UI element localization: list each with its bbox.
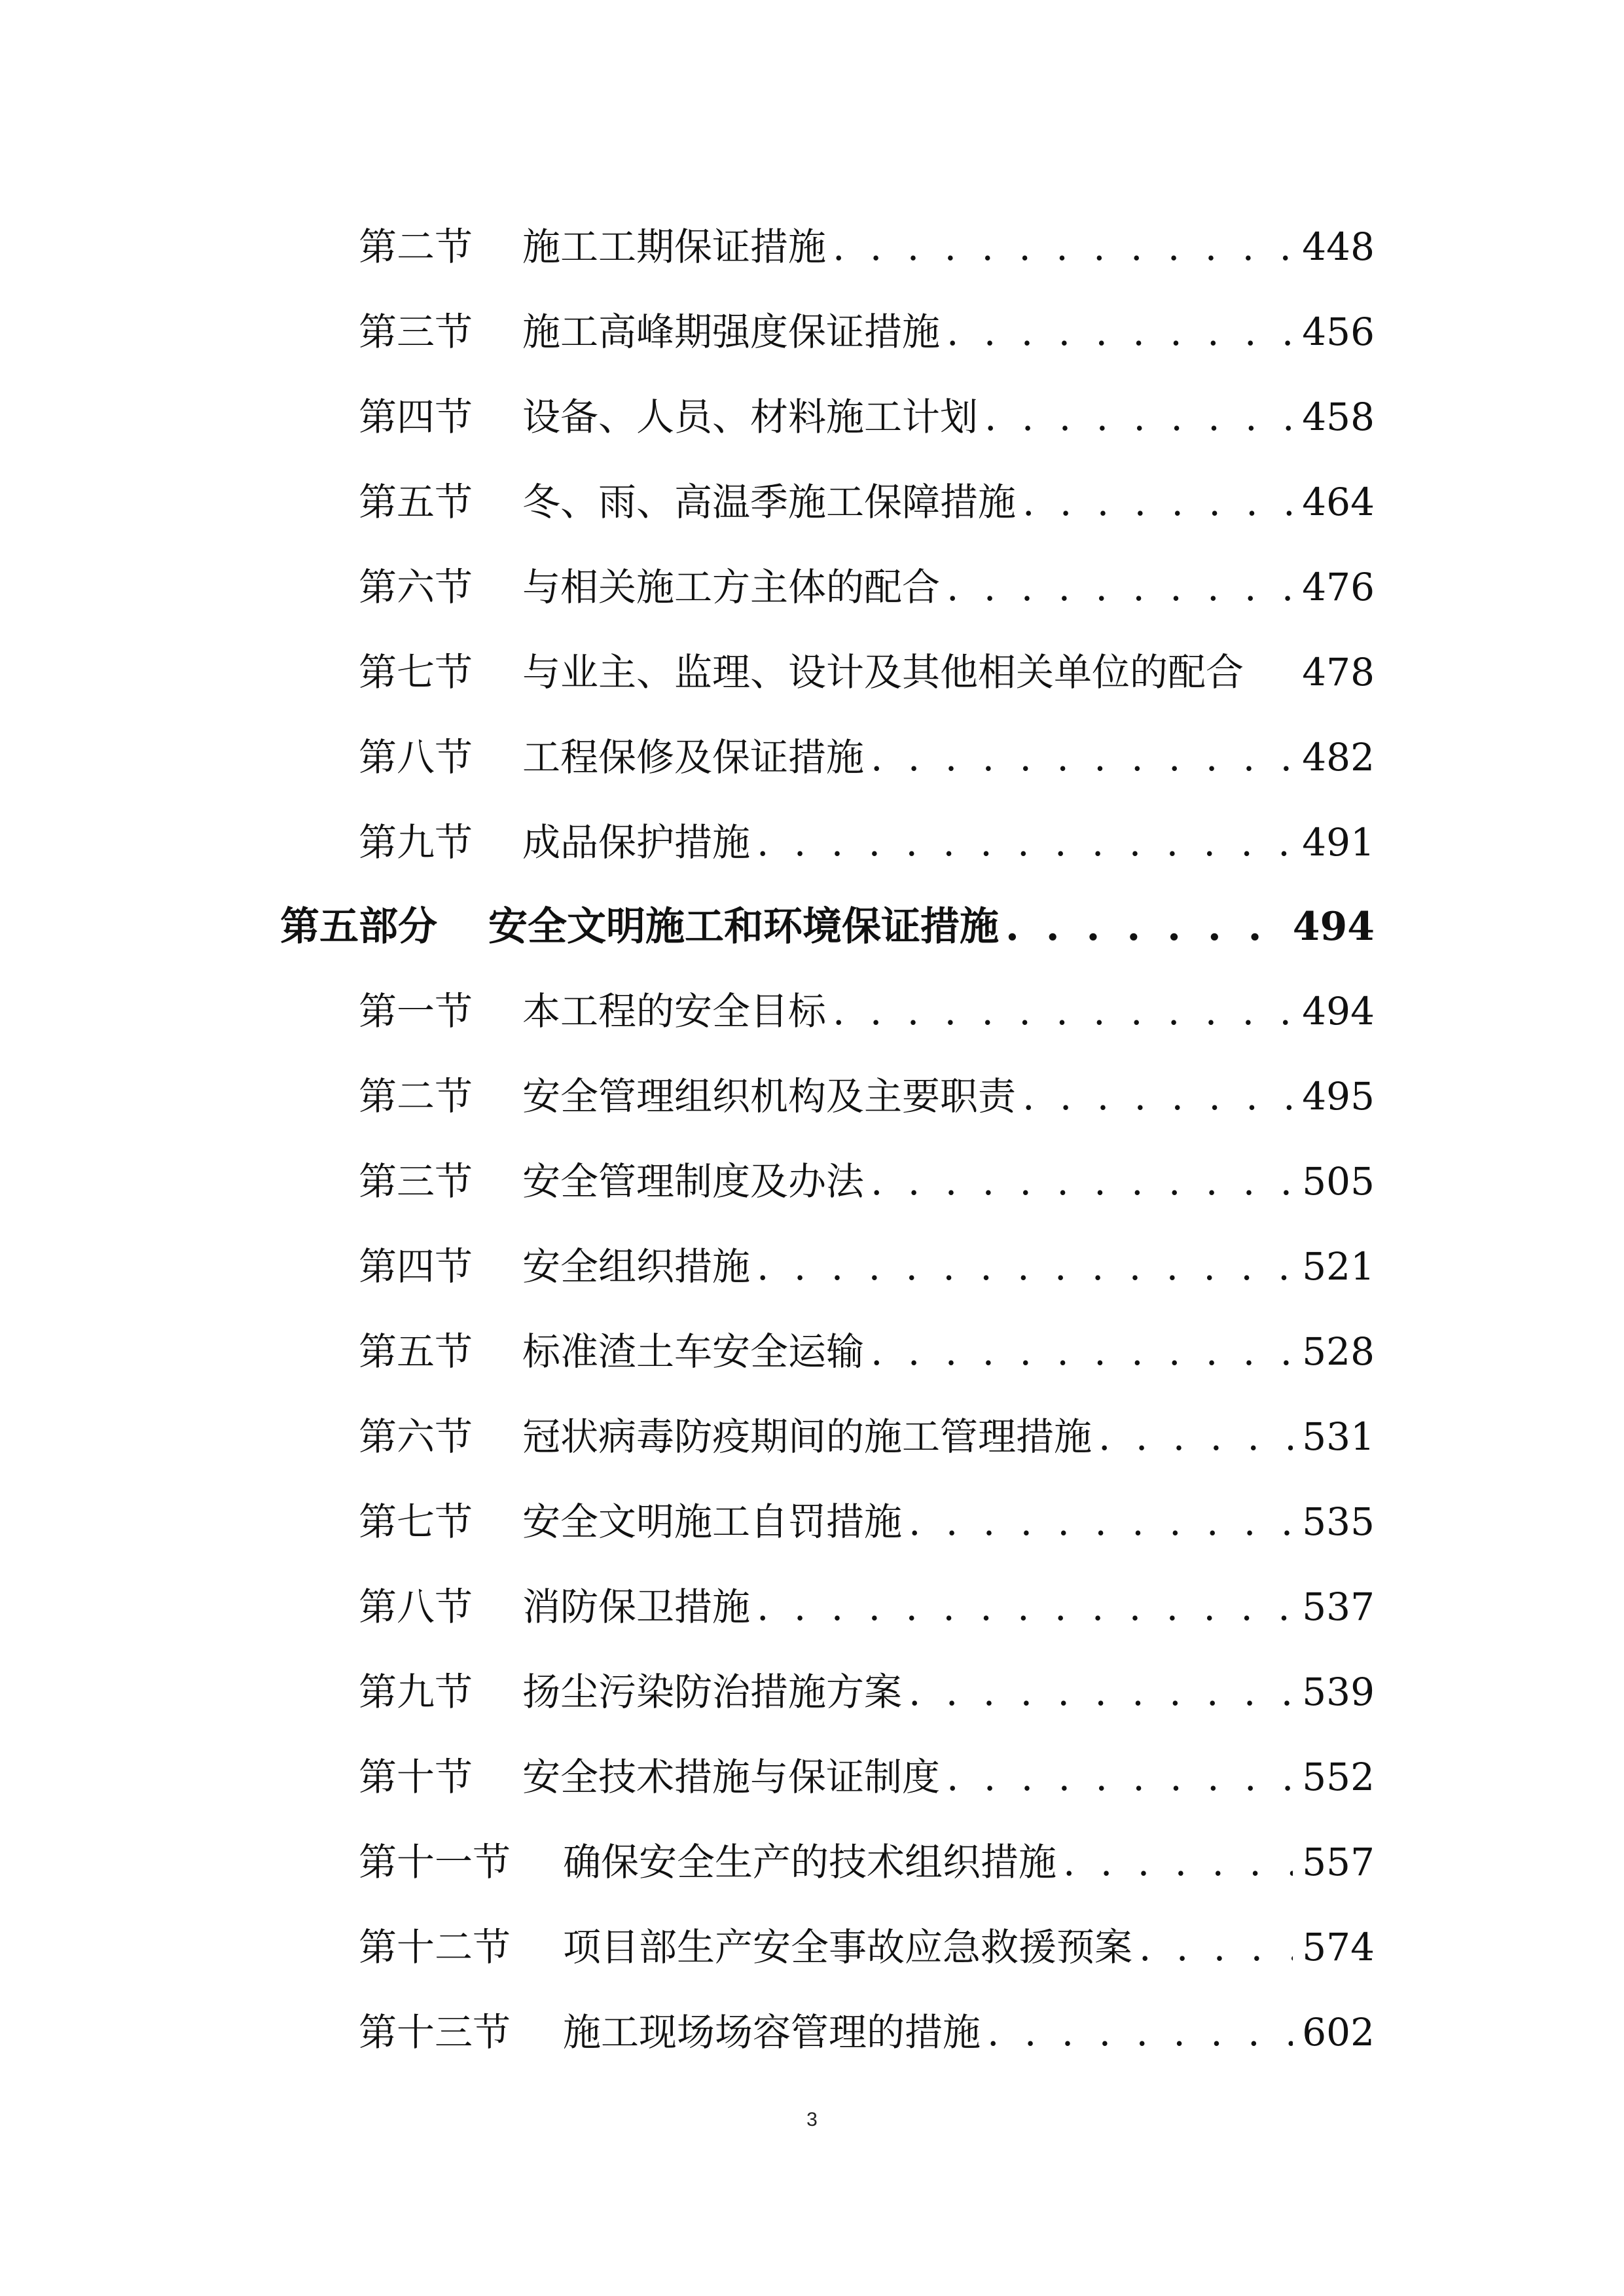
toc-entry[interactable]	[359, 1576, 1375, 1631]
dot-leader	[1098, 1414, 1293, 1459]
toc-entry[interactable]	[359, 1746, 1375, 1801]
toc-entry-page: 491	[1302, 820, 1375, 865]
toc-entry-label: 第七节	[359, 1499, 473, 1544]
toc-entry-page: 458	[1302, 395, 1375, 439]
toc-entry-title: 安全管理组织机构及主要职责	[522, 1074, 1017, 1119]
dot-leader	[757, 1244, 1293, 1289]
dot-leader	[1139, 1925, 1293, 1969]
toc-entry[interactable]	[359, 2001, 1375, 2056]
toc-entry-label: 第七节	[359, 650, 473, 694]
dot-leader	[909, 1670, 1293, 1714]
toc-entry-title: 项目部生产安全事故应急救援预案	[563, 1925, 1133, 1969]
toc-entry-title: 与相关施工方主体的配合	[522, 565, 941, 609]
toc-entry[interactable]	[359, 1491, 1375, 1546]
toc-entry[interactable]	[359, 301, 1375, 356]
toc-entry[interactable]	[359, 1066, 1375, 1121]
toc-entry[interactable]	[359, 980, 1375, 1035]
toc-entry-page: 602	[1302, 2010, 1375, 2054]
toc-entry[interactable]	[359, 216, 1375, 271]
toc-entry-label: 第五节	[359, 1329, 473, 1374]
toc-entry-page: 557	[1302, 1840, 1375, 1884]
toc-entry-label: 第九节	[359, 820, 473, 865]
dot-leader	[909, 1499, 1293, 1544]
toc-entry-title: 冬、雨、高温季施工保障措施	[522, 480, 1017, 524]
toc-entry-page: 456	[1302, 310, 1375, 354]
toc-entry-page: 448	[1302, 224, 1375, 269]
toc-entry-title: 安全文明施工自罚措施	[522, 1499, 903, 1544]
toc-entry-page: 494	[1302, 989, 1375, 1033]
toc-entry[interactable]	[359, 812, 1375, 867]
toc-part-label: 第五部分	[280, 904, 437, 950]
dot-leader	[757, 1585, 1293, 1629]
toc-entry-page: 521	[1302, 1244, 1375, 1289]
toc-entry-label: 第五节	[359, 480, 473, 524]
toc-entry-page: 528	[1302, 1329, 1375, 1374]
dot-leader	[1005, 904, 1284, 950]
toc-entry-title: 施工现场场容管理的措施	[563, 2010, 981, 2054]
toc-entry-title: 确保安全生产的技术组织措施	[563, 1840, 1057, 1884]
toc-entry-page: 535	[1302, 1499, 1375, 1544]
toc-entry-label: 第六节	[359, 1414, 473, 1459]
dot-leader	[1022, 480, 1293, 524]
toc-entry-page: 495	[1302, 1074, 1375, 1119]
toc-entry-label: 第六节	[359, 565, 473, 609]
dot-leader	[947, 565, 1293, 609]
toc-entry-title: 成品保护措施	[522, 820, 751, 865]
toc-entry-label: 第三节	[359, 310, 473, 354]
page-number: 3	[806, 2109, 818, 2130]
dot-leader	[1063, 1840, 1293, 1884]
toc-entry-title: 标准渣土车安全运输	[522, 1329, 865, 1374]
toc-entry-title: 施工工期保证措施	[522, 224, 827, 269]
toc-part-title: 安全文明施工和环境保证措施	[488, 904, 999, 950]
toc-entry-label: 第十节	[359, 1755, 473, 1799]
toc-entry-page: 552	[1302, 1755, 1375, 1799]
toc-entry-page: 482	[1302, 735, 1375, 780]
toc-entry-title: 消防保卫措施	[522, 1585, 751, 1629]
toc-entry[interactable]	[359, 641, 1375, 696]
toc-entry-title: 安全技术措施与保证制度	[522, 1755, 941, 1799]
toc-entry-page: 537	[1302, 1585, 1375, 1629]
toc-part-entry[interactable]	[280, 895, 1375, 952]
toc-entry-label: 第四节	[359, 395, 473, 439]
toc-entry-page: 505	[1302, 1159, 1375, 1204]
dot-leader	[947, 310, 1293, 354]
toc-entry[interactable]	[359, 1151, 1375, 1206]
toc-entry[interactable]	[359, 1831, 1375, 1886]
toc-entry-label: 第一节	[359, 989, 473, 1033]
toc-entry-label: 第九节	[359, 1670, 473, 1714]
toc-entry-label: 第十三节	[359, 2010, 511, 2054]
toc-part-page: 494	[1292, 904, 1375, 950]
toc-entry-page: 539	[1302, 1670, 1375, 1714]
toc-entry[interactable]	[359, 726, 1375, 781]
toc-entry-title: 本工程的安全目标	[522, 989, 827, 1033]
toc-entry-title: 施工高峰期强度保证措施	[522, 310, 941, 354]
toc-entry[interactable]	[359, 1236, 1375, 1291]
dot-leader	[871, 1329, 1293, 1374]
dot-leader	[757, 820, 1293, 865]
toc-entry-label: 第八节	[359, 1585, 473, 1629]
toc-entry-title: 冠状病毒防疫期间的施工管理措施	[522, 1414, 1092, 1459]
toc-entry[interactable]	[359, 1406, 1375, 1461]
toc-entry-label: 第四节	[359, 1244, 473, 1289]
toc-entry-label: 第十二节	[359, 1925, 511, 1969]
toc-entry[interactable]	[359, 1321, 1375, 1376]
toc-entry-title: 设备、人员、材料施工计划	[522, 395, 979, 439]
toc-entry-title: 安全管理制度及办法	[522, 1159, 865, 1204]
dot-leader	[833, 989, 1293, 1033]
dot-leader	[947, 1755, 1293, 1799]
toc-entry-label: 第十一节	[359, 1840, 511, 1884]
toc-entry-title: 工程保修及保证措施	[522, 735, 865, 780]
toc-entry-label: 第二节	[359, 1074, 473, 1119]
dot-leader	[984, 395, 1293, 439]
dot-leader	[871, 735, 1293, 780]
toc-entry-page: 531	[1302, 1414, 1375, 1459]
toc-entry-title: 安全组织措施	[522, 1244, 751, 1289]
dot-leader	[987, 2010, 1293, 2054]
toc-entry-title: 与业主、监理、设计及其他相关单位的配合	[522, 650, 1244, 694]
toc-entry[interactable]	[359, 471, 1375, 526]
toc-entry[interactable]	[359, 1916, 1375, 1971]
toc-entry-label: 第二节	[359, 224, 473, 269]
toc-entry-label: 第三节	[359, 1159, 473, 1204]
toc-entry[interactable]	[359, 1661, 1375, 1716]
toc-entry-page: 478	[1302, 650, 1375, 694]
toc-entry-page: 464	[1302, 480, 1375, 524]
toc-entry[interactable]	[359, 556, 1375, 611]
toc-entry-page: 574	[1302, 1925, 1375, 1969]
toc-entry[interactable]	[359, 386, 1375, 441]
toc-entry-label: 第八节	[359, 735, 473, 780]
toc-entry-page: 476	[1302, 565, 1375, 609]
dot-leader	[833, 224, 1293, 269]
dot-leader	[1022, 1074, 1293, 1119]
toc-entry-title: 扬尘污染防治措施方案	[522, 1670, 903, 1714]
dot-leader	[871, 1159, 1293, 1204]
